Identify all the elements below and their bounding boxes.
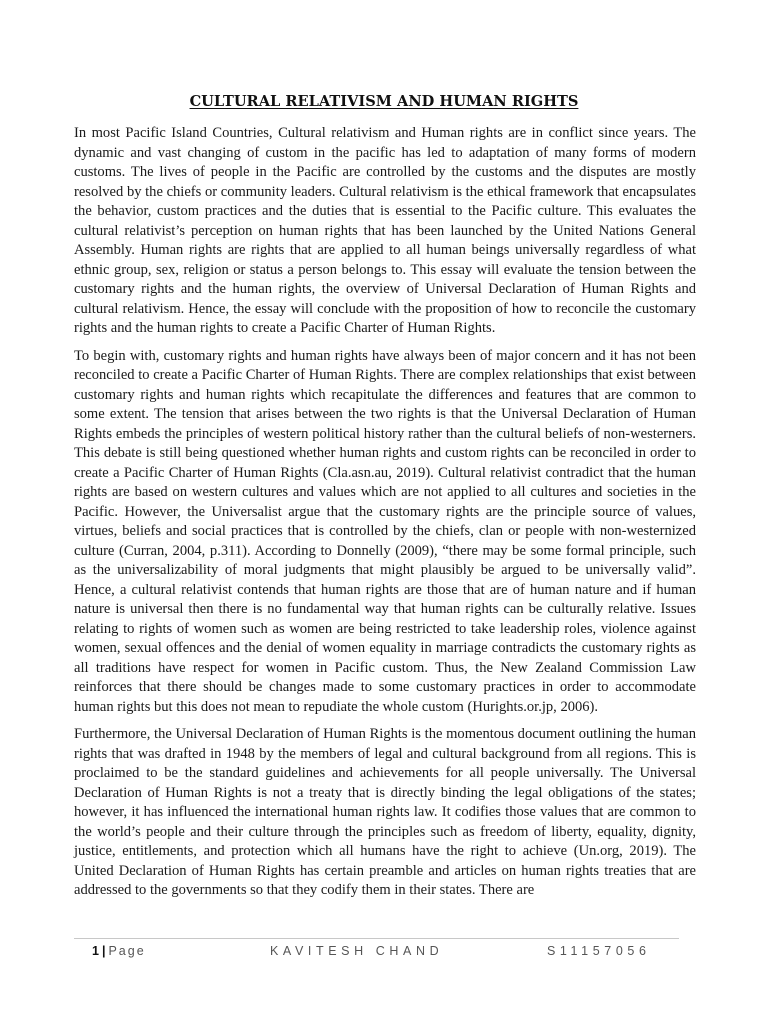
paragraph-3: Furthermore, the Universal Declaration of Human Rights is the momentous document outlining the human rights that was drafted in 1948 by the members of legal and cultural background from all regions. This is proclaimed to be the standard guidelines and achievements for all people universally. The Universal Declaration of Human Rights is not a treaty that is directly binding the legal obligations of the states; however, it has influenced the international human rights law. It codifies those values that are common to the world’s people and their culture through the principles such as freedom of liberty, equality, dignity, justice, entitlements, and protection which all humans have the right to achieve (Un.org, 2019). The United Declaration of Human Rights has certain preamble and articles on human rights treaties that are addressed to the governments so that they codify them in their states. There are bbox=[74, 726, 696, 898]
page-title: CULTURAL RELATIVISM AND HUMAN RIGHTS bbox=[189, 93, 579, 110]
paragraph-2: To begin with, customary rights and human rights have always been of major concern and it has not been reconciled to create a Pacific Charter of Human Rights. There are complex relationships that exist between customary rights and human rights which recapitulate the differences and features that are common to some extent. The tension that arises between the two rights is that the Universal Declaration of Human Rights embeds the principles of western political history rather than the cultural beliefs of non-westerners. This debate is still being questioned whether human rights and custom rights can be reconciled in order to create a Pacific Charter of Human Rights (Cla.asn.au, 2019). Cultural relativist contradict that the human rights are based on western cultures and values which are not applied to all cultures and societies in the Pacific. However, the Universalist argue that the customary rights are the principle source of values, virtues, beliefs and social practices that is controlled by the chiefs, clan or people with non-westernized culture (Curran, 2004, p.311). According to Donnelly (2009), “there may be some formal principle, such as the universalizability of moral judgments that might plausibly be argued to be universally valid”. Hence, a cultural relativist contends that human rights are those that are of human nature and if human nature is universal then there is no fundamental way that human rights can be culturally relative. Issues relating to rights of women such as women are being restricted to take leadership roles, violence against women, sexual offences and the denial of women equality in marriage contradicts the customary rights as all traditions have respect for women in Pacific custom. Thus, the New Zealand Commission Law reinforces that there should be changes made to some customary practices in order to accommodate human rights but this does not mean to repudiate the whole custom (Hurights.or.jp, 2006). bbox=[74, 347, 696, 715]
page-indicator bbox=[92, 944, 146, 958]
author-name: KAVITESH CHAND bbox=[270, 944, 444, 958]
paragraph-1: In most Pacific Island Countries, Cultural relativism and Human rights are in conflict since years. The dynamic and vast changing of custom in the pacific has led to adaptation of many forms of modern customs. The lives of people in the Pacific are controlled by the customs and the disputes are mostly resolved by the chiefs or community leaders. Cultural relativism is the ethical framework that encapsulates the behavior, custom practices and the duties that is essential to the Pacific culture. This evaluates the cultural relativist’s perception on human rights that has been launched by the United Nations General Assembly. Human rights are rights that are applied to all human beings universally regardless of what ethnic group, sex, religion or status a person belongs to. This essay will evaluate the tension between the customary rights and the human rights, the overview of Universal Declaration of Human Rights and cultural relativism. Hence, the essay will conclude with the proposition of how to reconcile the customary rights and the human rights to create a Pacific Charter of Human Rights. bbox=[74, 125, 696, 336]
page-label: Page bbox=[108, 944, 146, 958]
page-footer bbox=[74, 938, 679, 965]
student-id: S11157056 bbox=[547, 944, 651, 958]
page-separator: | bbox=[101, 944, 106, 958]
essay-body bbox=[74, 124, 696, 909]
page-number: 1 bbox=[92, 944, 99, 958]
